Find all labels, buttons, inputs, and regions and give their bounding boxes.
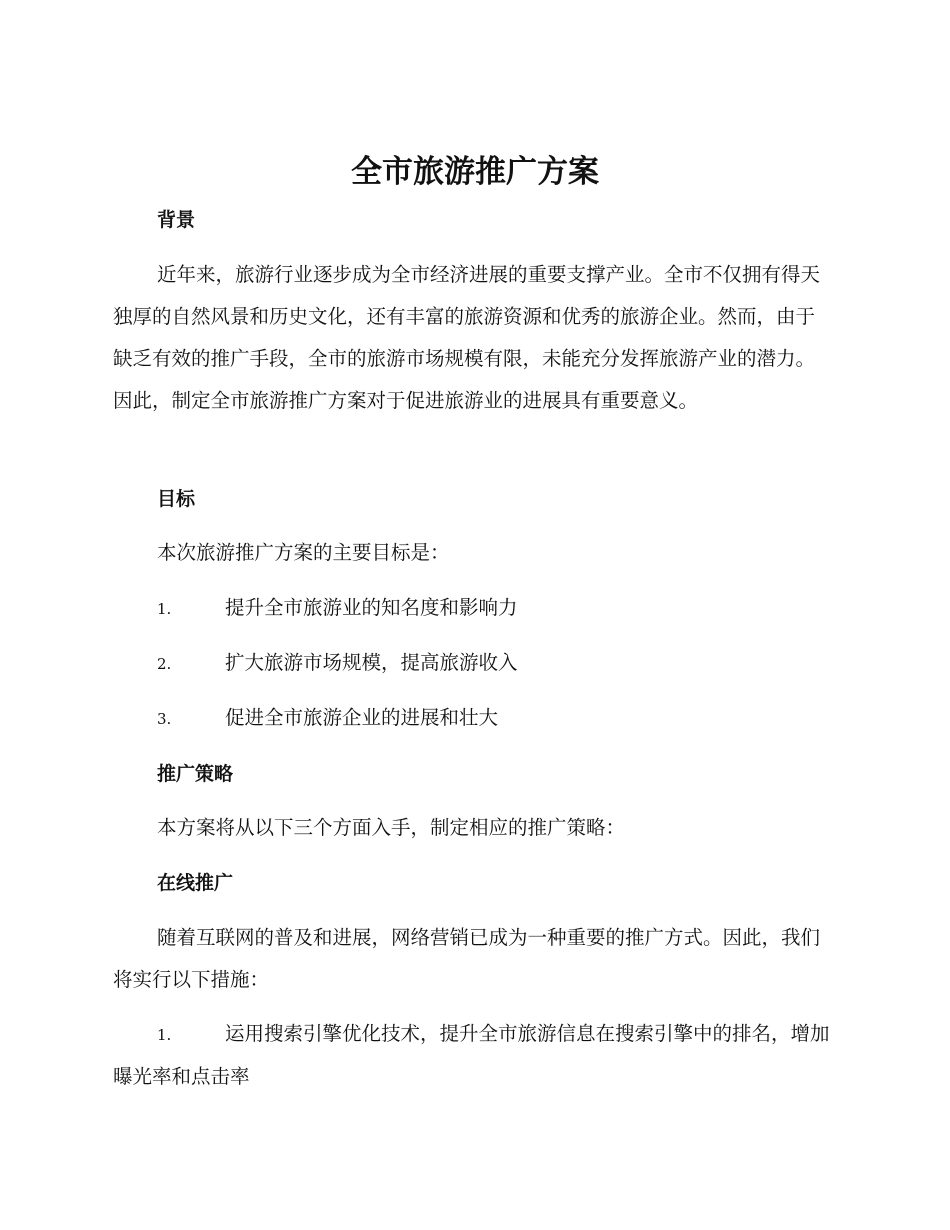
heading-background: 背景 bbox=[157, 209, 196, 231]
list-number: 1. bbox=[157, 600, 172, 618]
paragraph-background: 近年来，旅游行业逐步成为全市经济进展的重要支撑产业。全市不仅拥有得天独厚的自然风景和历史文化，还有丰富的旅游资源和优秀的旅游企业。然而，由于缺乏有效的推广手段，全市的旅游市场规模有限，未能充分发挥旅游产业的潜力。因此，制定全市旅游推广方案对于促进旅游业的进展具有重要意义。 bbox=[113, 263, 821, 412]
list-number: 2. bbox=[157, 655, 172, 673]
list-item-goal-1 bbox=[113, 587, 833, 630]
list-item-goal-3 bbox=[113, 697, 833, 740]
heading-goals: 目标 bbox=[157, 488, 196, 510]
list-text: 促进全市旅游企业的进展和壮大 bbox=[225, 706, 499, 729]
paragraph-strategy-intro: 本方案将从以下三个方面入手，制定相应的推广策略： bbox=[157, 816, 626, 839]
list-number: 1. bbox=[157, 1026, 172, 1044]
heading-online: 在线推广 bbox=[157, 872, 234, 894]
document-title: 全市旅游推广方案 bbox=[351, 154, 599, 190]
list-text: 提升全市旅游业的知名度和影响力 bbox=[225, 596, 518, 619]
heading-strategy: 推广策略 bbox=[157, 763, 234, 785]
list-number: 3. bbox=[157, 710, 172, 728]
list-item-online-1 bbox=[113, 1013, 833, 1098]
list-item-goal-2 bbox=[113, 642, 833, 685]
paragraph-online: 随着互联网的普及和进展，网络营销已成为一种重要的推广方式。因此，我们将实行以下措施： bbox=[113, 926, 821, 991]
paragraph-goals-intro: 本次旅游推广方案的主要目标是： bbox=[157, 541, 450, 564]
list-text: 运用搜索引擎优化技术，提升全市旅游信息在搜索引擎中的排名，增加曝光率和点击率 bbox=[113, 1022, 830, 1088]
list-text: 扩大旅游市场规模，提高旅游收入 bbox=[225, 651, 518, 674]
